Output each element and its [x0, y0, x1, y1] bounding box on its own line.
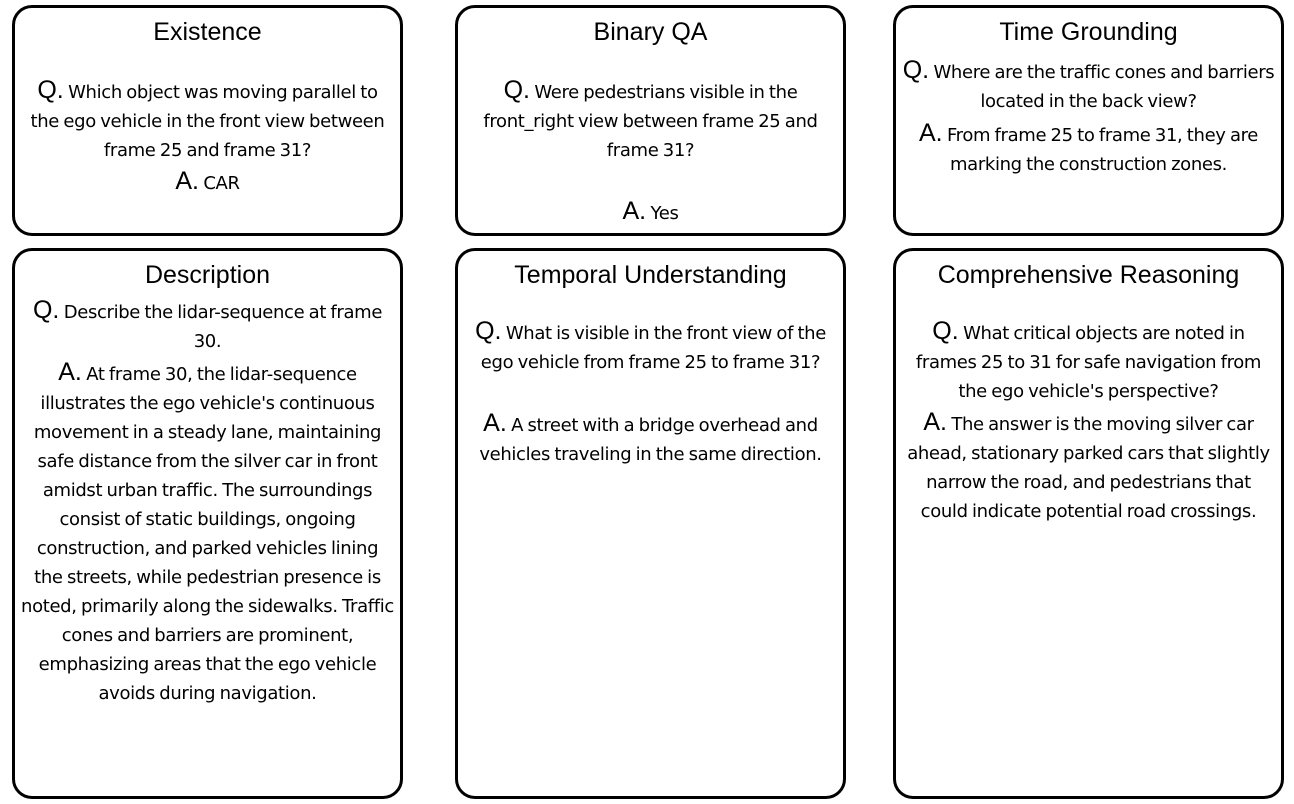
card-temporal-understanding: [455, 248, 846, 799]
card-existence: [12, 5, 403, 236]
question-text: Where are the traffic cones and barriers located in the back view?: [933, 62, 1275, 112]
answer-text: CAR: [203, 173, 240, 194]
card-title: Temporal Understanding: [514, 261, 787, 289]
answer-marker: A.: [622, 197, 647, 225]
answer: [21, 167, 394, 198]
question-marker: Q.: [475, 317, 502, 345]
card-title: Comprehensive Reasoning: [937, 261, 1240, 289]
qa-block: [21, 76, 394, 198]
answer-text: A street with a bridge overhead and vehicles traveling in the same direction.: [479, 415, 822, 465]
answer-text: The answer is the moving silver car ahead, stationary parked cars that slightly narrow the road, and pedestrians that could indicate potential road crossings.: [907, 414, 1270, 522]
card-title: Time Grounding: [999, 18, 1178, 46]
qa-block: [902, 56, 1275, 179]
qa-block: [464, 317, 837, 469]
answer-text: At frame 30, the lidar-sequence illustrates the ego vehicle's continuous movement in a steady lane, maintaining safe distance from the silver car in front amidst urban traffic. The surroundings consist of static buildings, ongoing construction, and parked vehicles lining the streets, while pedestrian presence is noted, primarily along the sidewalks. Traffic cones and barriers are prominent, emphasizing areas that the ego vehicle avoids during navigation.: [21, 364, 394, 704]
answer: [902, 408, 1275, 526]
answer-marker: A.: [483, 409, 507, 437]
answer: [21, 358, 394, 708]
qa-block: [464, 76, 837, 228]
answer-marker: A.: [58, 358, 82, 386]
qa-block: [21, 296, 394, 708]
card-title: Description: [144, 261, 271, 289]
card-title: Existence: [153, 18, 262, 46]
qa-block: [902, 317, 1275, 526]
answer: [464, 197, 837, 228]
question: [21, 296, 394, 356]
question-marker: Q.: [32, 296, 60, 324]
answer-text: From frame 25 to frame 31, they are marking the construction zones.: [946, 125, 1259, 175]
question: [902, 56, 1275, 116]
question-text: Describe the lidar-sequence at frame 30.: [63, 302, 383, 352]
question: [902, 317, 1275, 406]
card-comprehensive-reasoning: [893, 248, 1284, 799]
card-title: Binary QA: [593, 18, 708, 46]
question: [464, 317, 837, 377]
answer-marker: A.: [918, 119, 943, 147]
question-marker: Q.: [503, 76, 530, 104]
answer: [902, 119, 1275, 179]
question-marker: Q.: [902, 56, 930, 84]
card-binary-qa: [455, 5, 846, 236]
card-description: [12, 248, 403, 799]
answer-text: Yes: [650, 203, 679, 224]
question-marker: Q.: [932, 317, 959, 345]
card-time-grounding: [893, 5, 1284, 236]
answer-marker: A.: [175, 167, 199, 195]
question-text: Were pedestrians visible in the front_right view between frame 25 and frame 31?: [483, 82, 818, 161]
question-marker: Q.: [37, 76, 64, 104]
answer: [464, 409, 837, 469]
question: [464, 76, 837, 165]
question-text: What is visible in the front view of the ego vehicle from frame 25 to frame 31?: [480, 323, 826, 373]
question-text: What critical objects are noted in frames 25 to 31 for safe navigation from the ego vehicle's perspective?: [915, 323, 1262, 402]
answer-marker: A.: [923, 408, 947, 436]
question-text: Which object was moving parallel to the ego vehicle in the front view between frame 25 and frame 31?: [30, 82, 385, 161]
question: [21, 76, 394, 165]
